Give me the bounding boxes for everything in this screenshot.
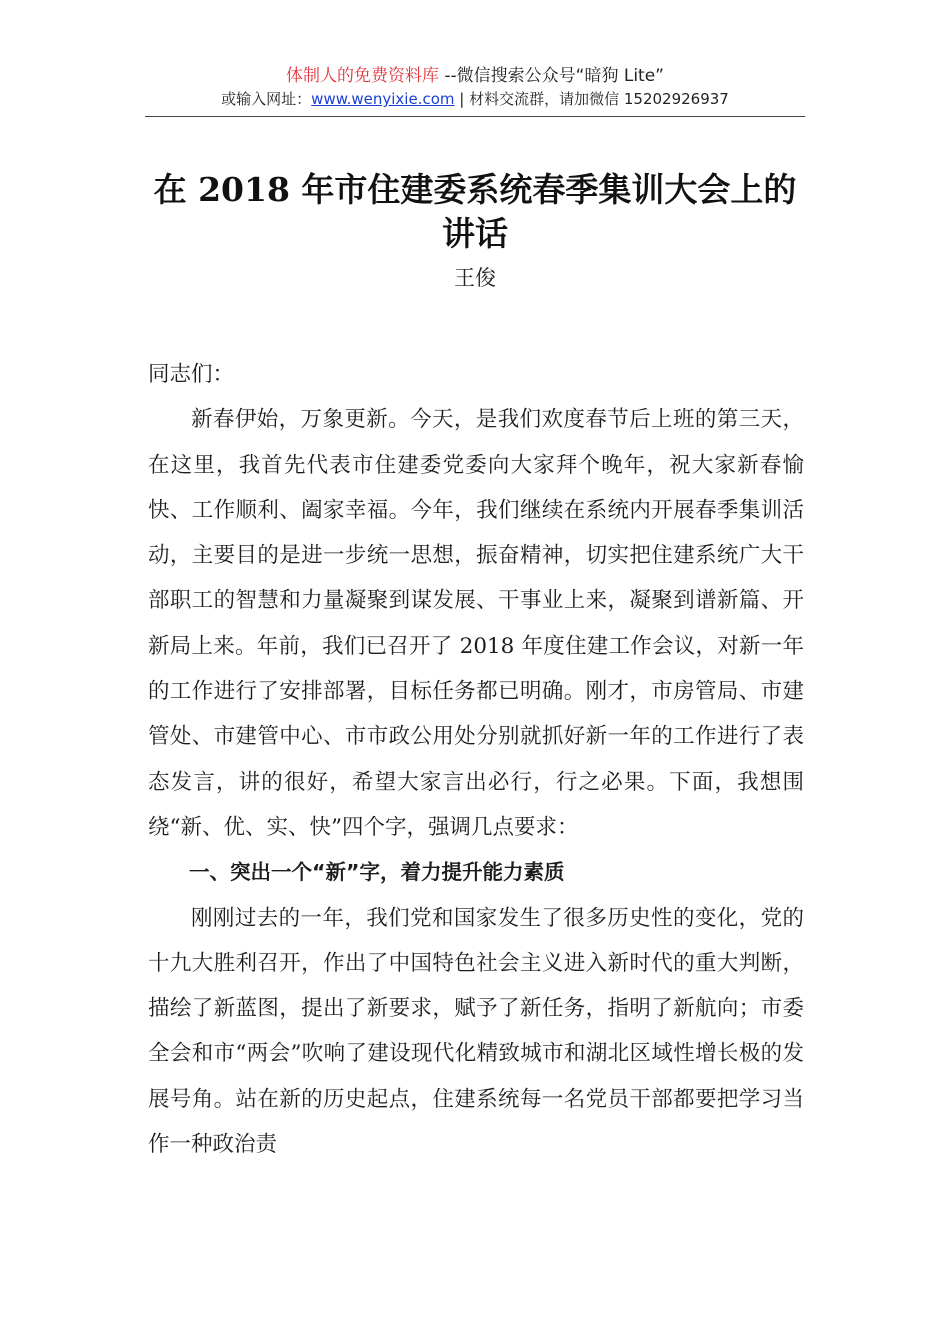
document-body: [148, 352, 804, 1167]
header-tagline: --微信搜索公众号“暗狗 Lite”: [438, 66, 664, 86]
document-title: 在 2018 年市住建委系统春季集训大会上的讲话: [153, 170, 797, 253]
header-divider: [145, 116, 805, 117]
website-link[interactable]: www.wenyixie.com: [311, 90, 455, 108]
paragraph-intro: 新春伊始，万象更新。今天，是我们欢度春节后上班的第三天，在这里，我首先代表市住建委党委向大家拜个晚年，祝大家新春愉快、工作顺利、阖家幸福。今年，我们继续在系统内开展春季集训活动，主要目的是进一步统一思想，振奋精神，切实把住建系统广大干部职工的智慧和力量凝聚到谋发展、干事业上来，凝聚到谱新篇、开新局上来。年前，我们已召开了 2018 年度住建工作会议，对新一年的工作进行了安排部署，目标任务都已明确。刚才，市房管局、市建管处、市建管中心、市市政公用处分别就抓好新一年的工作进行了表态发言，讲的很好，希望大家言出必行，行之必果。下面，我想围绕“新、优、实、快”四个字，强调几点要求：: [148, 407, 804, 840]
section-heading-1: 一、突出一个“新”字，着力提升能力素质: [189, 860, 565, 885]
header-line-1: [145, 64, 805, 88]
header-line-2: [145, 88, 805, 110]
salutation: 同志们：: [148, 362, 235, 387]
paragraph-section-1: 刚刚过去的一年，我们党和国家发生了很多历史性的变化，党的十九大胜利召开，作出了中国特色社会主义进入新时代的重大判断，描绘了新蓝图，提出了新要求，赋予了新任务，指明了新航向；市委全会和市“两会”吹响了建设现代化精致城市和湖北区域性增长极的发展号角。站在新的历史起点，住建系统每一名党员干部都要把学习当作一种政治责: [148, 905, 804, 1158]
url-prefix: 或输入网址：: [221, 90, 312, 108]
header-contact: | 材料交流群，请加微信 15202926937: [454, 90, 729, 108]
document-author: 王俊: [454, 266, 496, 290]
page-header: [145, 64, 805, 110]
brand-name: 体制人的免费资料库: [285, 66, 439, 86]
